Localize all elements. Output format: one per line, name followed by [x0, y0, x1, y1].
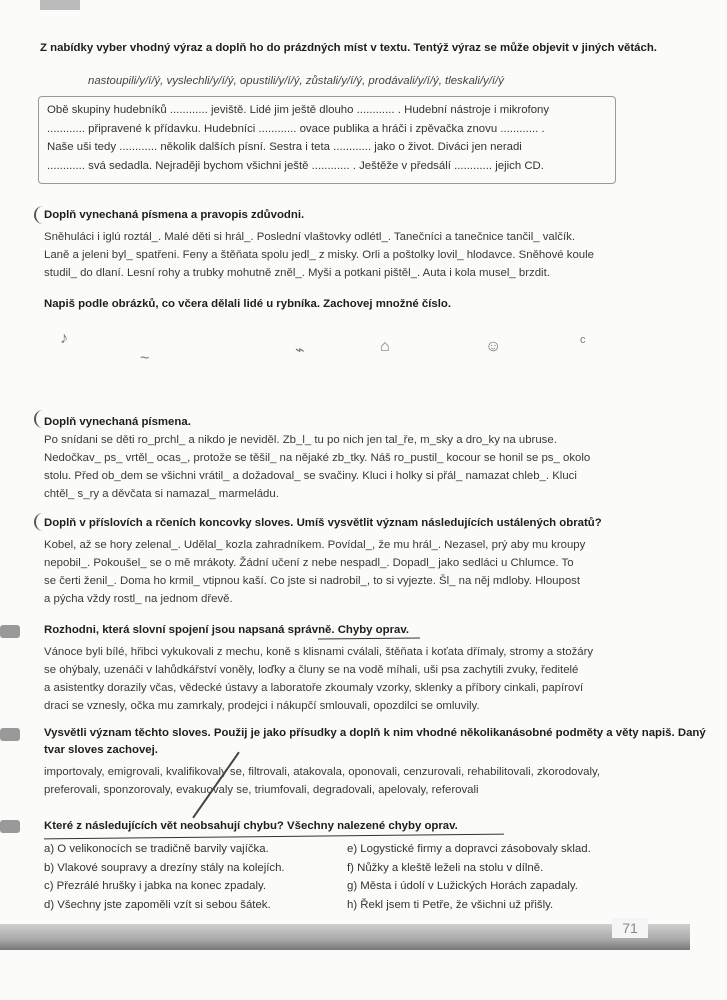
- exercise-6-heading: Rozhodni, která slovní spojení jsou napsaná správně. Chyby oprav.: [44, 624, 410, 636]
- text-line: se čerti ženil_. Doma ho krmil_ vtipnou kaší. Co jste si nadrobil_, to si vyjezte. Šl_ na něj mdloby. Hloupost: [44, 575, 581, 587]
- exercise-7: [44, 725, 714, 799]
- box-line: Naše uši tedy ............ několik dalších písní. Sestra i teta ............ jako o život. Diváci jen neradi: [47, 141, 522, 153]
- text-line: se ohýbaly, uzenáči v lahůdkářství voněly, loďky a čluny se na vodě míhali, uši psa zachytili zvuky, ředitelé: [44, 664, 579, 676]
- exercise-8-right-list: [347, 840, 591, 914]
- text-line: preferovali, sponzorovaly, evakuovaly se, triumfovali, degradovali, apelovaly, referovali: [44, 784, 479, 796]
- list-item: e) Logystické firmy a dopravci zásobovaly sklad.: [347, 843, 591, 855]
- exercise-8-left-list: [44, 840, 285, 914]
- text-line: stolu. Před ob_dem se všichni vrátil_ a dožadoval_ se svačiny. Kluci i holky si přál_ namazat chleb_. Kluci: [44, 470, 577, 482]
- exercise-5-heading: Doplň v příslovích a rčeních koncovky sloves. Umíš vysvětlit význam následujících ustálených obratů?: [44, 517, 602, 529]
- exercise-number-marker: [0, 820, 20, 833]
- picture: ᶜ: [580, 334, 586, 351]
- exercise-8-heading: Které z následujících vět neobsahují chybu? Všechny nalezené chyby oprav.: [44, 820, 458, 832]
- list-item: g) Města i údolí v Lužických Horách zapadaly.: [347, 880, 578, 892]
- exercise-number-marker: [0, 728, 20, 741]
- scan-mark: [40, 0, 80, 10]
- list-item: h) Řekl jsem ti Petře, že všichni už přišly.: [347, 898, 554, 911]
- page-number: 71: [612, 918, 648, 938]
- text-line: Po snídani se děti ro_prchl_ a nikdo je neviděl. Zb_l_ tu po nich jen tal_ře, m_sky a dro_ky na ubruse.: [44, 434, 557, 446]
- box-line: ............ připravené k přídavku. Hudebníci ............ ovace publika a hráči i zpěvačka znovu ............ .: [47, 122, 545, 135]
- exercise-1-instruction: Z nabídky vyber vhodný výraz a doplň ho do prázdných míst v textu. Tentýž výraz se může objevit v jiných větách.: [40, 42, 657, 54]
- page-footer-band: [0, 924, 690, 950]
- exercise-4: [44, 414, 684, 503]
- exercise-2-heading: Doplň vynechaná písmena a pravopis zdůvodni.: [44, 209, 305, 221]
- text-line: Kobel, až se hory zelenal_. Udělal_ kozla zahradníkem. Povídal_, že mu hrál_. Nezasel, prý aby mu kroupy: [44, 539, 586, 551]
- list-item: c) Přezrálé hrušky i jabka na konec zpadaly.: [44, 880, 267, 892]
- list-item: b) Vlakové soupravy a drezíny stály na kolejích.: [44, 861, 285, 874]
- exercise-3-pictures: [50, 330, 610, 380]
- text-line: a asistentky dorazily včas, vědecké ústavy a laboratoře zkoumaly vzorky, sklenky a příbory cinkali, papíroví: [44, 682, 584, 694]
- box-line: ............ svá sedadla. Nejraději bychom všichni ještě ............ . Ještěže v předsálí ............ jejich CD.: [47, 159, 544, 172]
- text-line: draci se vznesly, očka mu zamrkaly, prodejci i nákupčí smlouvali, opozdilci se omluvily.: [44, 700, 480, 712]
- text-line: a pýcha vždy rostl_ na jednom dřevě.: [44, 593, 233, 605]
- exercise-1-text-box: [38, 96, 616, 184]
- exercise-1-options: nastoupili/y/í/ý, vyslechli/y/í/ý, opustili/y/í/ý, zůstali/y/í/ý, prodávali/y/í/ý, tleskali/y/í/ý: [88, 75, 504, 87]
- box-line: Obě skupiny hudebníků ............ jeviště. Lidé jim ještě dlouho ............ . Hudební nástroje i mikrofony: [47, 104, 550, 116]
- exercise-number-marker: [0, 625, 20, 638]
- exercise-4-heading: Doplň vynechaná písmena.: [44, 416, 191, 428]
- text-line: importovaly, emigrovali, kvalifikovaly se, filtrovali, atakovala, oponovali, cenzurovali, rehabilitovali, zkorodovaly,: [44, 766, 601, 778]
- grill-picture: ⌂: [380, 338, 390, 355]
- exercise-6: [44, 622, 714, 715]
- picture: ☺: [485, 338, 502, 355]
- picture: ⌁: [295, 342, 305, 359]
- list-item: a) O velikonocích se tradičně barvily vajíčka.: [44, 843, 269, 855]
- fisherman-picture: ♪: [60, 330, 68, 347]
- text-line: nepobil_. Pokoušel_ se o mě mrákoty. Žádní učení z nebe nespadl_. Dopadl_ jako sedláci u Chlumce. To: [44, 557, 574, 569]
- picture: ~: [140, 350, 150, 367]
- text-line: studil_ do dlaní. Lesní rohy a trubky mohutně zněl_. Myši a potkani pištěl_. Auta i kola musel_ brzdit.: [44, 267, 550, 279]
- text-line: Sněhuláci i iglú roztál_. Malé děti si hrál_. Poslední vlaštovky odlétl_. Tanečníci a tanečnice tančil_ valčík.: [44, 231, 576, 243]
- text-line: Laně a jeleni byl_ spatřeni. Feny a štěňata spolu jedl_ z misky. Orli a poštolky lovil_ hlodavce. Sněhové koule: [44, 249, 595, 261]
- list-item: d) Všechny jste zapoměli vzít si sebou šátek.: [44, 898, 271, 911]
- text-line: chtěl_ s_ry a děvčata si namazal_ marmeládu.: [44, 488, 279, 500]
- exercise-5: [44, 515, 714, 608]
- text-line: Vánoce byli bílé, hřibci vykukovali z mechu, koně s klisnami cválali, štěňata i koťata dřímaly, stromy a stožáry: [44, 646, 594, 658]
- exercise-7-heading: Vysvětli význam těchto sloves. Použij je jako přísudky a doplň k nim vhodné několikanásobné podměty a věty napiš. Daný tvar sloves zachovej.: [44, 727, 706, 756]
- exercise-3-heading: Napiš podle obrázků, co včera dělali lidé u rybníka. Zachovej množné číslo.: [44, 298, 452, 310]
- list-item: f) Nůžky a kleště leželi na stolu v dílně.: [347, 861, 544, 874]
- exercise-2: [44, 207, 684, 282]
- text-line: Nedočkav_ ps_ vrtěl_ ocas_, protože se těšil_ na nějaké zb_tky. Náš ro_pustil_ kocour se honil se ps_ okolo: [44, 452, 591, 464]
